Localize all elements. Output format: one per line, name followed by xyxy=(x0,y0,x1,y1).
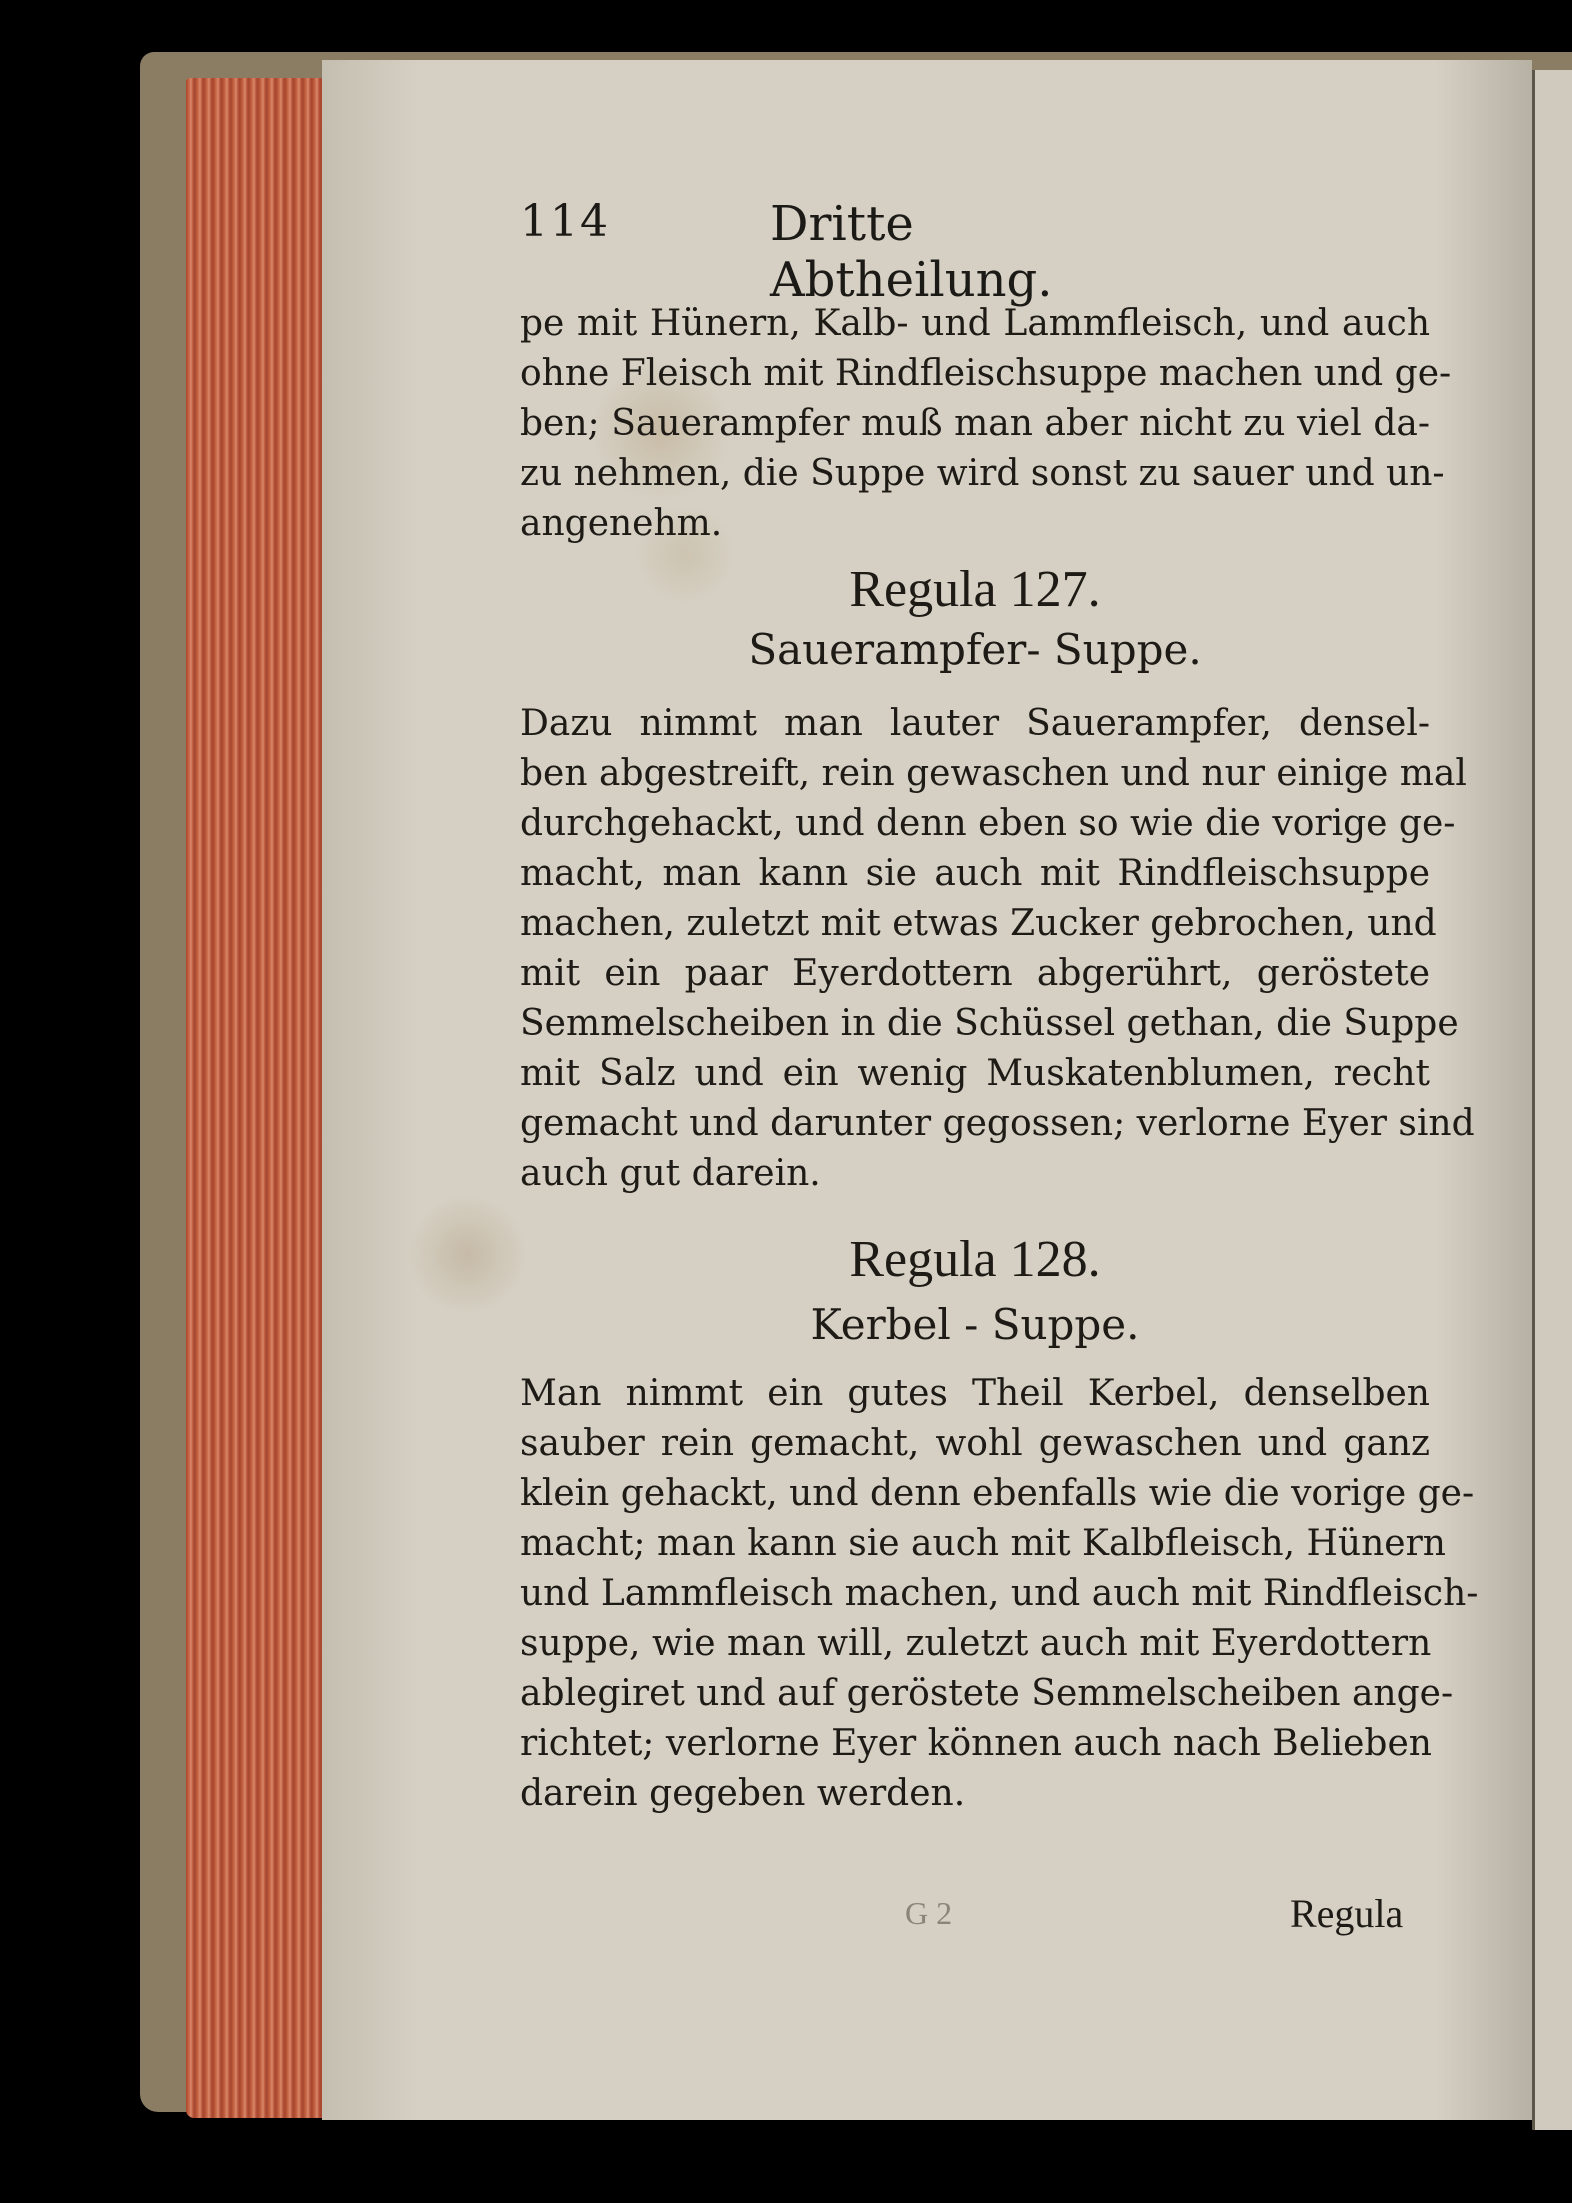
regula-128-title: Regula 128. xyxy=(849,1231,1101,1288)
regula-127-line: mit ein paar Eyerdottern abgerührt, geröstete xyxy=(520,953,1430,994)
intro-line: pe mit Hünern, Kalb- und Lammfleisch, und auch xyxy=(520,303,1430,344)
catchword: Regula xyxy=(1290,1891,1404,1936)
regula-128-line: ablegiret und auf geröstete Semmelscheiben ange- xyxy=(520,1673,1454,1714)
intro-line: angenehm. xyxy=(520,503,723,544)
regula-127-line: durchgehackt, und denn eben so wie die vorige ge- xyxy=(520,803,1456,844)
regula-128-line: sauber rein gemacht, wohl gewaschen und ganz xyxy=(520,1423,1430,1464)
regula-128-subtitle: Kerbel - Suppe. xyxy=(810,1300,1140,1349)
regula-127-subtitle: Sauerampfer- Suppe. xyxy=(748,625,1202,674)
intro-line: ben; Sauerampfer muß man aber nicht zu viel da- xyxy=(520,403,1430,444)
intro-line: zu nehmen, die Suppe wird sonst zu sauer und un- xyxy=(520,453,1445,494)
regula-127-line: ben abgestreift, rein gewaschen und nur einige mal xyxy=(520,753,1467,794)
regula-127-line: gemacht und darunter gegossen; verlorne Eyer sind xyxy=(520,1103,1475,1144)
regula-128-line: und Lammfleisch machen, und auch mit Rindfleisch- xyxy=(520,1573,1479,1614)
regula-128-line: Man nimmt ein gutes Theil Kerbel, denselben xyxy=(520,1373,1430,1414)
page-number: 114 xyxy=(520,196,610,247)
regula-127-title: Regula 127. xyxy=(849,561,1101,618)
page-header xyxy=(520,196,1160,308)
regula-127-line: Dazu nimmt man lauter Sauerampfer, densel- xyxy=(520,703,1430,744)
page-edges xyxy=(186,78,331,2118)
next-page-edge xyxy=(1532,70,1572,2130)
regula-128-line: richtet; verlorne Eyer können auch nach Belieben xyxy=(520,1723,1432,1764)
regula-128-line: macht; man kann sie auch mit Kalbfleisch, Hünern xyxy=(520,1523,1446,1564)
regula-127-line: macht, man kann sie auch mit Rindfleischsuppe xyxy=(520,853,1430,894)
regula-127-line: auch gut darein. xyxy=(520,1153,821,1194)
regula-127-line: machen, zuletzt mit etwas Zucker gebrochen, und xyxy=(520,903,1437,944)
running-title: Dritte Abtheilung. xyxy=(770,196,1053,308)
regula-127-line: mit Salz und ein wenig Muskatenblumen, recht xyxy=(520,1053,1430,1094)
regula-128-line: darein gegeben werden. xyxy=(520,1773,966,1814)
regula-127-line: Semmelscheiben in die Schüssel gethan, die Suppe xyxy=(520,1003,1459,1044)
intro-line: ohne Fleisch mit Rindfleischsuppe machen und ge- xyxy=(520,353,1452,394)
regula-128-line: klein gehackt, und denn ebenfalls wie die vorige ge- xyxy=(520,1473,1475,1514)
signature-mark: G 2 xyxy=(905,1895,953,1931)
regula-128-line: suppe, wie man will, zuletzt auch mit Eyerdottern xyxy=(520,1623,1432,1664)
